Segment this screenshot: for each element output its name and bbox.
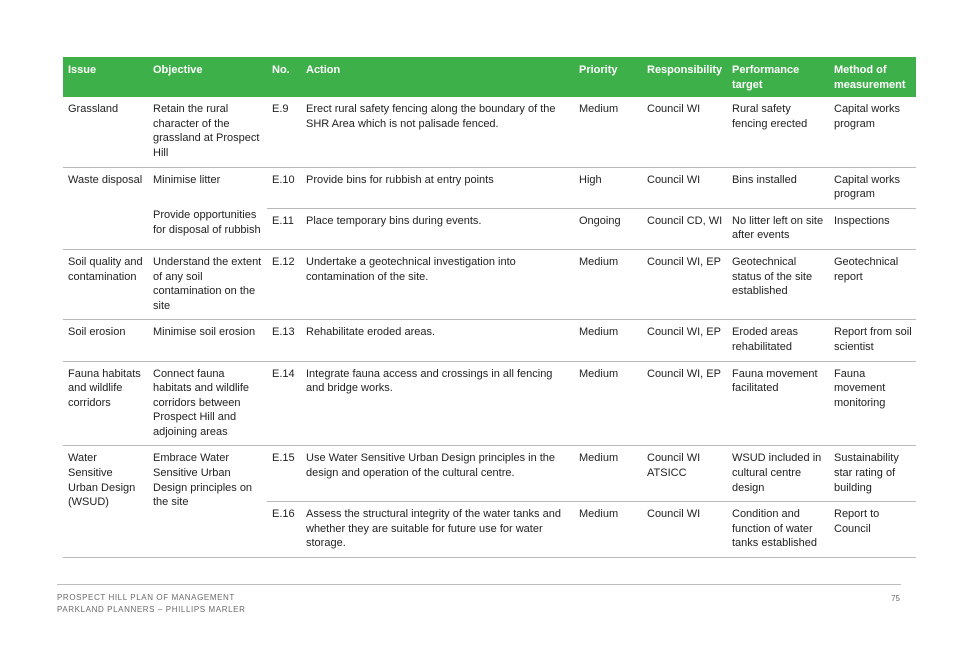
table-header-row (63, 57, 916, 97)
cell-issue: Water Sensitive Urban Design (WSUD) (63, 446, 148, 558)
cell-no: E.12 (267, 249, 301, 319)
cell-target: Rural safety fencing erected (732, 103, 808, 130)
cell-action: Use Water Sensitive Urban Design principles in the design and operation of the cultural centre. (301, 446, 574, 502)
cell-responsibility: Council CD, WI (642, 208, 727, 249)
cell-measurement: Fauna movement monitoring (829, 361, 916, 446)
page-number: 75 (891, 594, 900, 603)
cell-responsibility: Council WI ATSICC (642, 446, 727, 502)
cell-objective: Minimise litter (148, 167, 267, 208)
header-no: No. (267, 57, 301, 97)
cell-measurement: Geotechnical report (829, 249, 916, 319)
cell-target: Condition and function of water tanks established (727, 502, 829, 558)
table-row (63, 320, 916, 361)
table-row (63, 361, 916, 446)
cell-action: Provide bins for rubbish at entry points (301, 167, 574, 208)
cell-measurement: Sustainability star rating of building (829, 446, 916, 502)
cell-measurement: Inspections (829, 208, 916, 249)
cell-target: Geotechnical status of the site established (727, 249, 829, 319)
cell-priority: High (574, 167, 642, 208)
cell-objective: Provide opportunities for disposal of rubbish (153, 209, 261, 236)
cell-priority: Medium (574, 320, 642, 361)
table-row (63, 249, 916, 319)
cell-responsibility: Council WI, EP (642, 361, 727, 446)
cell-issue: Soil quality and contamination (63, 249, 148, 319)
cell-responsibility: Council WI, EP (642, 249, 727, 319)
cell-issue: Fauna habitats and wildlife corridors (63, 361, 148, 446)
cell-priority: Medium (574, 446, 642, 502)
cell-action: Erect rural safety fencing along the boundary of the SHR Area which is not palisade fenced. (306, 103, 556, 130)
header-issue: Issue (63, 57, 148, 97)
header-responsibility: Responsibility (642, 57, 727, 97)
footer-divider (57, 584, 901, 585)
management-table (63, 57, 916, 558)
cell-responsibility: Council WI (642, 167, 727, 208)
cell-objective: Understand the extent of any soil contamination on the site (148, 249, 267, 319)
table-row (63, 208, 916, 249)
cell-target: Eroded areas rehabilitated (727, 320, 829, 361)
cell-issue: Grassland (68, 103, 119, 116)
cell-objective: Minimise soil erosion (148, 320, 267, 361)
cell-responsibility: Council WI (642, 502, 727, 558)
header-priority: Priority (574, 57, 642, 97)
cell-responsibility: Council WI, EP (642, 320, 727, 361)
cell-target: WSUD included in cultural centre design (727, 446, 829, 502)
cell-objective: Embrace Water Sensitive Urban Design principles on the site (148, 446, 267, 558)
cell-action: Rehabilitate eroded areas. (301, 320, 574, 361)
cell-priority: Medium (574, 502, 642, 558)
cell-issue: Soil erosion (63, 320, 148, 361)
cell-measurement: Report to Council (829, 502, 916, 558)
cell-no: E.9 (272, 103, 289, 116)
cell-measurement: Capital works program (834, 103, 901, 130)
cell-no: E.16 (267, 502, 301, 558)
cell-action: Integrate fauna access and crossings in all fencing and bridge works. (301, 361, 574, 446)
table-row (63, 97, 916, 167)
cell-measurement: Report from soil scientist (829, 320, 916, 361)
header-performance-target: Performance target (727, 57, 829, 97)
cell-action: Undertake a geotechnical investigation into contamination of the site. (301, 249, 574, 319)
cell-objective: Retain the rural character of the grassland at Prospect Hill (153, 103, 260, 159)
table-row (63, 446, 916, 502)
cell-priority: Medium (579, 103, 619, 116)
footer-authors: PARKLAND PLANNERS – PHILLIPS MARLER (57, 605, 246, 614)
cell-measurement: Capital works program (829, 167, 916, 208)
cell-no: E.15 (267, 446, 301, 502)
cell-priority: Ongoing (574, 208, 642, 249)
cell-no: E.14 (267, 361, 301, 446)
table-row (63, 167, 916, 208)
cell-responsibility: Council WI (647, 103, 701, 116)
cell-action: Place temporary bins during events. (301, 208, 574, 249)
cell-priority: Medium (574, 249, 642, 319)
cell-issue: Waste disposal (63, 167, 148, 249)
cell-no: E.13 (267, 320, 301, 361)
cell-no: E.10 (267, 167, 301, 208)
cell-priority: Medium (574, 361, 642, 446)
cell-objective: Connect fauna habitats and wildlife corridors between Prospect Hill and adjoining areas (148, 361, 267, 446)
cell-target: No litter left on site after events (727, 208, 829, 249)
header-method-of-measurement: Method of measurement (829, 57, 916, 97)
footer-document-title: PROSPECT HILL PLAN OF MANAGEMENT (57, 593, 235, 602)
cell-target: Bins installed (727, 167, 829, 208)
cell-target: Fauna movement facilitated (727, 361, 829, 446)
header-objective: Objective (148, 57, 267, 97)
cell-no: E.11 (267, 208, 301, 249)
cell-action: Assess the structural integrity of the water tanks and whether they are suitable for future use for water storage. (301, 502, 574, 558)
header-action: Action (301, 57, 574, 97)
